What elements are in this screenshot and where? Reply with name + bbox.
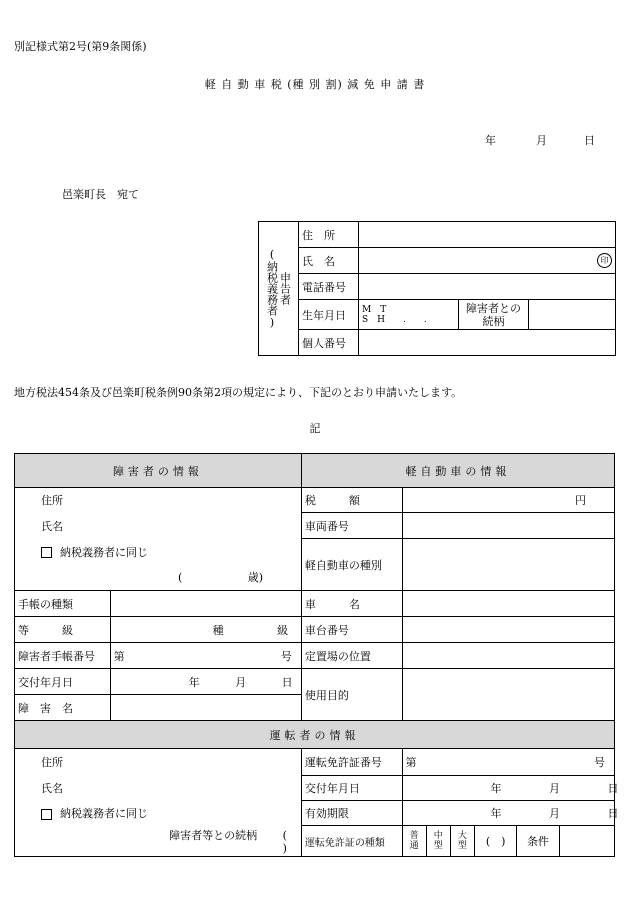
statement-text: 地方税法454条及び邑楽町税条例90条第2項の規定により、下記のとおり申請いたします。 <box>14 386 463 399</box>
relation-field[interactable] <box>529 300 616 330</box>
driver-relation-open: ( <box>282 828 287 842</box>
ogata-2: 型 <box>457 841 467 851</box>
vehicle-type-label: 軽自動車の種別 <box>301 539 402 591</box>
applicant-personal-no-label: 個人番号 <box>299 330 359 356</box>
driver-issue-field[interactable] <box>402 776 619 801</box>
applicant-birth-label: 生年月日 <box>299 300 359 330</box>
age-open: ( <box>178 571 183 585</box>
driver-issue-label: 交付年月日 <box>301 776 402 801</box>
condition-label: 条件 <box>517 826 559 857</box>
ogata-1: 大 <box>457 831 467 841</box>
vehicle-plate-field[interactable] <box>402 513 614 539</box>
applicant-name-field[interactable] <box>359 248 616 274</box>
driver-same-label: 納税義務者に同じ <box>60 807 148 820</box>
disabled-same-label: 納税義務者に同じ <box>60 545 148 559</box>
techo-no-suffix: 号 <box>280 649 292 663</box>
issue-year: 年 <box>188 675 200 689</box>
applicant-side-label <box>259 222 299 356</box>
vehicle-tax-field[interactable] <box>402 488 614 513</box>
driver-same-checkbox[interactable] <box>41 809 52 820</box>
license-no-prefix: 第 <box>405 756 417 769</box>
addressee: 邑楽町長 宛て <box>62 188 139 201</box>
applicant-address-label: 住 所 <box>299 222 359 248</box>
disability-name-field[interactable] <box>110 695 301 721</box>
issue-month: 月 <box>235 675 247 689</box>
license-ogata[interactable] <box>450 826 474 857</box>
disabled-same-checkbox[interactable] <box>41 547 52 558</box>
driver-same-row <box>15 801 302 826</box>
grade-kind-unit: 種 <box>212 623 224 637</box>
driver-address-label: 住所 <box>15 749 302 776</box>
chassis-label: 車台番号 <box>301 617 402 643</box>
vehicle-info-header: 軽自動車の情報 <box>301 454 614 488</box>
applicant-birth-field[interactable] <box>359 300 459 330</box>
driver-issue-month: 月 <box>549 782 561 795</box>
purpose-label: 使用目的 <box>301 669 402 721</box>
license-futsu[interactable] <box>402 826 426 857</box>
parking-field[interactable] <box>402 643 614 669</box>
applicant-side-main: 申告者 <box>278 272 292 305</box>
chugata-2: 型 <box>433 841 443 851</box>
age-close: 歳) <box>247 571 264 585</box>
era-line-2: S H . . <box>362 314 427 325</box>
disabled-info-header: 障害者の情報 <box>15 454 302 488</box>
purpose-field[interactable] <box>402 669 614 721</box>
relation-label-1: 障害者との <box>466 301 521 315</box>
techo-type-field[interactable] <box>110 591 301 617</box>
license-chugata[interactable] <box>426 826 450 857</box>
document-title: 軽 自 動 車 税 (種 別 割) 減 免 申 請 書 <box>204 78 426 91</box>
license-other[interactable]: ( ) <box>475 826 517 857</box>
grade-level-unit: 級 <box>277 623 289 637</box>
vehicle-plate-label: 車両番号 <box>301 513 402 539</box>
date-day-label: 日 <box>584 134 595 147</box>
vehicle-tax-label <box>301 488 402 513</box>
driver-relation-close: ) <box>282 841 287 855</box>
grade-field[interactable] <box>110 617 301 643</box>
era-line-1: M T <box>362 304 387 315</box>
issue-date-label: 交付年月日 <box>15 669 111 695</box>
vehicle-tax-label-text: 税 額 <box>304 494 360 507</box>
license-type-label: 運転免許証の種類 <box>301 826 402 857</box>
expiry-month: 月 <box>549 807 561 820</box>
applicant-phone-label: 電話番号 <box>299 274 359 300</box>
relation-label <box>459 300 529 330</box>
applicant-name-label: 氏 名 <box>299 248 359 274</box>
ki-label: 記 <box>309 422 321 435</box>
techo-no-field[interactable] <box>110 643 301 669</box>
chugata-1: 中 <box>433 831 443 841</box>
applicant-phone-field[interactable] <box>359 274 616 300</box>
techo-type-label: 手帳の種類 <box>15 591 111 617</box>
disabled-age-row <box>15 565 302 591</box>
futsu-2: 通 <box>409 841 419 851</box>
driver-info-header: 運転者の情報 <box>15 721 615 749</box>
expiry-field[interactable] <box>402 801 619 826</box>
license-no-suffix: 号 <box>594 756 605 769</box>
license-no-label: 運転免許証番号 <box>301 749 402 776</box>
form-reference: 別記様式第2号(第9条関係) <box>14 40 147 53</box>
issue-date-field[interactable] <box>110 669 301 695</box>
applicant-personal-no-field[interactable] <box>359 330 616 356</box>
seal-mark-icon: 印 <box>597 253 612 268</box>
relation-label-2: 続柄 <box>482 314 505 328</box>
chassis-field[interactable] <box>402 617 614 643</box>
techo-no-prefix: 第 <box>113 649 125 663</box>
condition-field[interactable] <box>559 826 614 857</box>
techo-no-label: 障害者手帳番号 <box>15 643 111 669</box>
futsu-1: 普 <box>409 831 419 841</box>
grade-label: 等 級 <box>15 617 111 643</box>
driver-relation-row <box>15 826 302 857</box>
applicant-side-sub: (納税義務者) <box>265 248 279 329</box>
main-table <box>14 453 619 857</box>
applicant-address-field[interactable] <box>359 222 616 248</box>
expiry-day: 日 <box>607 807 619 820</box>
license-no-field[interactable] <box>402 749 614 776</box>
date-year-label: 年 <box>485 134 496 147</box>
parking-label: 定置場の位置 <box>301 643 402 669</box>
car-name-label: 車 名 <box>301 591 402 617</box>
driver-name-label: 氏名 <box>15 776 302 801</box>
yen-unit: 円 <box>575 494 586 507</box>
driver-issue-year: 年 <box>490 782 502 795</box>
disability-name-label: 障 害 名 <box>15 695 111 721</box>
expiry-year: 年 <box>490 807 502 820</box>
disabled-same-row <box>15 539 302 565</box>
disabled-address-label: 住所 <box>15 488 302 513</box>
driver-issue-day: 日 <box>607 782 619 795</box>
car-name-field[interactable] <box>402 591 614 617</box>
date-month-label: 月 <box>536 134 547 147</box>
driver-relation-label: 障害者等との続柄 <box>169 828 258 842</box>
issue-day: 日 <box>281 675 293 689</box>
applicant-table <box>258 221 616 356</box>
vehicle-type-field[interactable] <box>402 539 614 591</box>
disabled-name-label: 氏名 <box>15 513 302 539</box>
expiry-label: 有効期限 <box>301 801 402 826</box>
